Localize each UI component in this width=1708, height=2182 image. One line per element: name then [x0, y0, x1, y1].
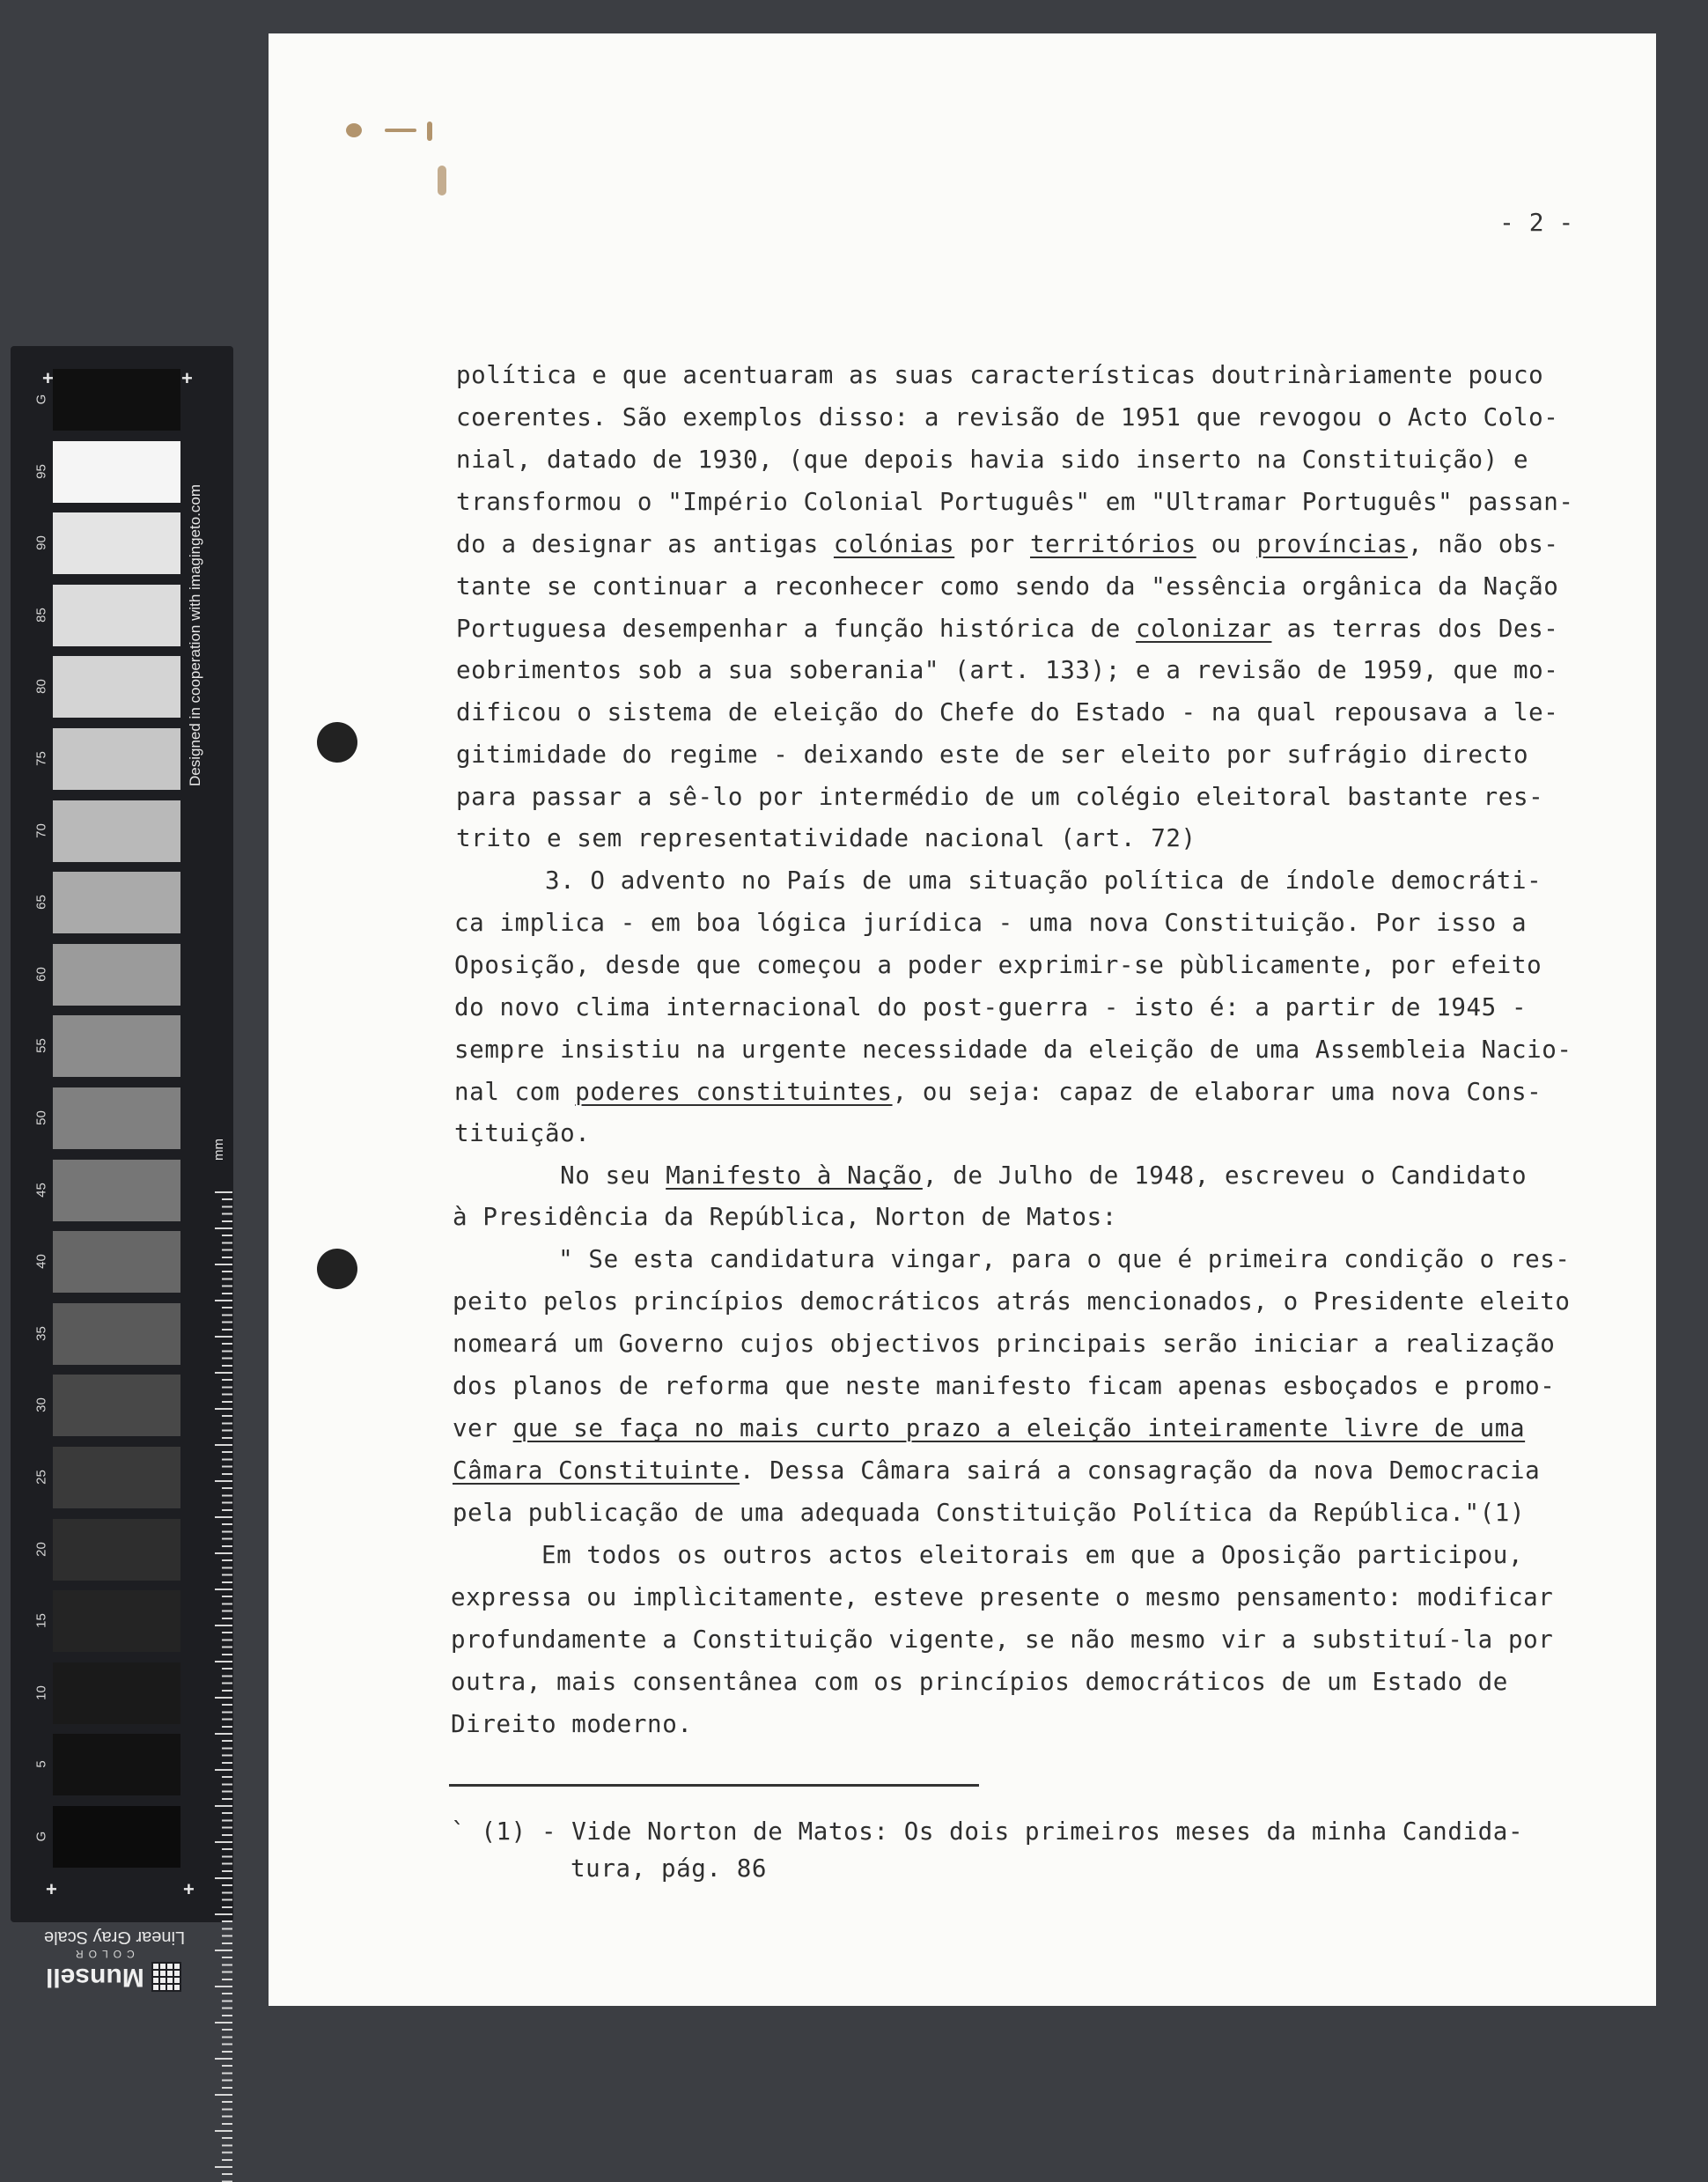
- text-segment: transformou o "Império Colonial Português" em "Ultramar Português" passan-: [456, 488, 1574, 516]
- scale-credit-text: Designed in cooperation with imagingeto.com: [187, 483, 203, 786]
- underlined-text: Manifesto à Nação: [666, 1161, 923, 1190]
- text-segment: coerentes. São exemplos disso: a revisão de 1951 que revogou o Acto Colo-: [456, 403, 1559, 431]
- text-line: [456, 403, 1558, 431]
- text-line: [456, 783, 1543, 811]
- text-segment: do novo clima internacional do post-guerra - isto é: a partir de 1945 -: [454, 993, 1528, 1021]
- text-line: [456, 824, 1196, 852]
- mm-ruler-major: [215, 1191, 232, 2182]
- scale-number: 15: [33, 1613, 49, 1629]
- text-line: [456, 530, 1559, 558]
- text-segment: Oposição, desde que começou a poder exprimir-se pùblicamente, por efeito: [454, 951, 1542, 979]
- text-line: [456, 615, 1558, 643]
- gray-chip: [53, 585, 180, 646]
- gray-chip: [53, 1303, 180, 1365]
- text-segment: para passar a sê-lo por intermédio de um colégio eleitoral bastante res-: [456, 783, 1544, 811]
- plus-mark: +: [42, 367, 54, 389]
- text-segment: sempre insistiu na urgente necessidade da eleição de uma Assembleia Nacio-: [454, 1036, 1572, 1064]
- text-line: [454, 993, 1527, 1021]
- scale-number: G: [33, 394, 49, 405]
- text-line: [456, 698, 1558, 726]
- text-segment: " Se esta candidatura vingar, para o que é primeira condição o res-: [453, 1245, 1571, 1273]
- gray-chip: [53, 369, 180, 431]
- scale-number: 30: [33, 1397, 49, 1413]
- text-line: [456, 656, 1558, 684]
- gray-chip: [53, 656, 180, 718]
- text-segment: , ou seja: capaz de elaborar uma nova Cons-: [892, 1078, 1542, 1106]
- text-segment: trito e sem representatividade nacional (art. 72): [456, 824, 1196, 852]
- text-segment: profundamente a Constituição vigente, se não mesmo vir a substituí-la por: [451, 1625, 1554, 1654]
- text-line: [453, 1245, 1571, 1273]
- text-segment: nial, datado de 1930, (que depois havia sido inserto na Constituição) e: [456, 446, 1529, 474]
- underlined-text: colónias: [833, 530, 955, 558]
- scale-number: 35: [33, 1325, 49, 1341]
- text-segment: política e que acentuaram as suas características doutrinàriamente pouco: [456, 361, 1544, 389]
- gray-chip: [53, 1160, 180, 1221]
- scale-number: 90: [33, 535, 49, 551]
- munsell-logo-icon: [151, 1962, 181, 1992]
- text-segment: ver: [453, 1414, 513, 1442]
- gray-chip: [53, 1519, 180, 1581]
- text-line: [453, 1499, 1525, 1527]
- underlined-text: que se faça no mais curto prazo a eleição inteiramente livre de uma: [512, 1414, 1526, 1442]
- text-line: [454, 1161, 1527, 1190]
- gray-chip: [53, 872, 180, 933]
- page-number: - 2 -: [1499, 208, 1574, 237]
- gray-chip: [53, 1231, 180, 1293]
- text-line: [451, 1541, 1523, 1569]
- ink-stain: [438, 166, 446, 195]
- text-segment: por: [954, 530, 1030, 558]
- gray-chip: [53, 1590, 180, 1652]
- text-segment: tante se continuar a reconhecer como sendo da "essência orgânica da Nação: [456, 572, 1559, 601]
- text-line: [456, 741, 1528, 769]
- text-segment: Direito moderno.: [451, 1710, 693, 1738]
- text-segment: pela publicação de uma adequada Constituição Política da República."(1): [453, 1499, 1526, 1527]
- text-segment: nomeará um Governo cujos objectivos principais serão iniciar a realização: [453, 1330, 1556, 1358]
- text-line: [451, 1625, 1553, 1654]
- text-segment: Em todos os outros actos eleitorais em que a Oposição participou,: [451, 1541, 1524, 1569]
- scale-number: 75: [33, 751, 49, 766]
- text-line: [456, 361, 1543, 389]
- text-line: [451, 1583, 1553, 1611]
- text-line: [454, 1119, 590, 1147]
- gray-scale-card: [11, 346, 233, 1922]
- scale-number: 45: [33, 1182, 49, 1198]
- text-segment: . Dessa Câmara sairá a consagração da nova Democracia: [739, 1456, 1541, 1485]
- gray-chip: [53, 1375, 180, 1436]
- underlined-text: poderes constituintes: [575, 1078, 893, 1106]
- gray-chip: [53, 944, 180, 1006]
- gray-chip: [53, 1015, 180, 1077]
- plus-mark: +: [183, 1878, 195, 1900]
- punch-hole: [317, 722, 357, 763]
- text-line: [453, 1456, 1540, 1485]
- ink-stain: [346, 123, 362, 137]
- text-segment: expressa ou implìcitamente, esteve presente o mesmo pensamento: modificar: [451, 1583, 1554, 1611]
- text-line: [456, 446, 1528, 474]
- text-line: [453, 1372, 1555, 1400]
- scale-number: 5: [33, 1760, 49, 1769]
- text-line: [456, 572, 1558, 601]
- text-segment: , de Julho de 1948, escreveu o Candidato: [922, 1161, 1528, 1190]
- plus-mark: +: [181, 367, 193, 389]
- text-line: [453, 1287, 1571, 1316]
- text-line: [454, 1036, 1572, 1064]
- text-line: [453, 1414, 1525, 1442]
- text-segment: , não obs-: [1407, 530, 1559, 558]
- scale-number: 65: [33, 895, 49, 910]
- scale-number: G: [33, 1831, 49, 1842]
- text-segment: peito pelos princípios democráticos atrás mencionados, o Presidente eleito: [453, 1287, 1571, 1316]
- text-segment: dos planos de reforma que neste manifesto ficam apenas esboçados e promo-: [453, 1372, 1556, 1400]
- text-line: [454, 951, 1542, 979]
- text-segment: ca implica - em boa lógica jurídica - uma nova Constituição. Por isso a: [454, 909, 1528, 937]
- text-segment: gitimidade do regime - deixando este de ser eleito por sufrágio directo: [456, 741, 1529, 769]
- gray-chip: [53, 512, 180, 574]
- text-segment: No seu: [454, 1161, 666, 1190]
- scale-number: 10: [33, 1684, 49, 1700]
- scale-number: 80: [33, 679, 49, 695]
- footnote-separator: [449, 1784, 979, 1787]
- brand-name: Munsell: [46, 1963, 144, 1992]
- scale-number: 70: [33, 822, 49, 838]
- scale-number: 25: [33, 1470, 49, 1485]
- text-segment: Portuguesa desempenhar a função histórica de: [456, 615, 1137, 643]
- scale-number: 20: [33, 1541, 49, 1557]
- text-segment: eobrimentos sob a sua soberania" (art. 133); e a revisão de 1959, que mo-: [456, 656, 1559, 684]
- ink-stain: [427, 122, 432, 141]
- gray-chip: [53, 728, 180, 790]
- gray-chip: [53, 1447, 180, 1508]
- brand-sub: COLOR: [70, 1948, 135, 1960]
- text-line: [453, 1330, 1555, 1358]
- footnote-line: tura, pág. 86: [571, 1854, 768, 1883]
- scale-number: 55: [33, 1038, 49, 1054]
- scale-number: 95: [33, 463, 49, 479]
- text-line: [451, 1668, 1508, 1696]
- gray-chip: [53, 1734, 180, 1795]
- gray-chip: [53, 1806, 180, 1868]
- text-line: [454, 909, 1527, 937]
- text-segment: nal com: [454, 1078, 576, 1106]
- text-line: [451, 1710, 693, 1738]
- scale-number: 60: [33, 966, 49, 982]
- text-line: [456, 488, 1574, 516]
- scale-number: 50: [33, 1110, 49, 1125]
- gray-chip: [53, 800, 180, 862]
- underlined-text: territórios: [1029, 530, 1196, 558]
- text-segment: do a designar as antigas: [456, 530, 834, 558]
- gray-chip: [53, 1662, 180, 1724]
- scale-number: 40: [33, 1254, 49, 1270]
- ink-stain: [385, 129, 416, 132]
- text-segment: dificou o sistema de eleição do Chefe do Estado - na qual repousava a le-: [456, 698, 1559, 726]
- plus-mark: +: [46, 1878, 57, 1900]
- text-segment: à Presidência da República, Norton de Matos:: [453, 1203, 1117, 1231]
- text-line: [453, 1203, 1117, 1231]
- scale-number: 85: [33, 607, 49, 623]
- text-segment: as terras dos Des-: [1271, 615, 1559, 643]
- text-line: [454, 1078, 1542, 1106]
- text-segment: ou: [1196, 530, 1257, 558]
- underlined-text: Câmara Constituinte: [453, 1456, 740, 1485]
- text-segment: tituição.: [454, 1119, 591, 1147]
- text-segment: 3. O advento no País de uma situação política de índole democráti-: [454, 866, 1542, 895]
- text-segment: outra, mais consentânea com os princípios democráticos de um Estado de: [451, 1668, 1508, 1696]
- underlined-text: colonizar: [1136, 615, 1272, 643]
- underlined-text: províncias: [1256, 530, 1408, 558]
- punch-hole: [317, 1249, 357, 1289]
- mm-label: mm: [211, 1139, 226, 1161]
- gray-chip: [53, 1087, 180, 1149]
- gray-chip: [53, 441, 180, 503]
- scale-title: Linear Gray Scale: [44, 1928, 186, 1947]
- footnote-line: ` (1) - Vide Norton de Matos: Os dois primeiros meses da minha Candida-: [451, 1817, 1524, 1846]
- text-line: [454, 866, 1542, 895]
